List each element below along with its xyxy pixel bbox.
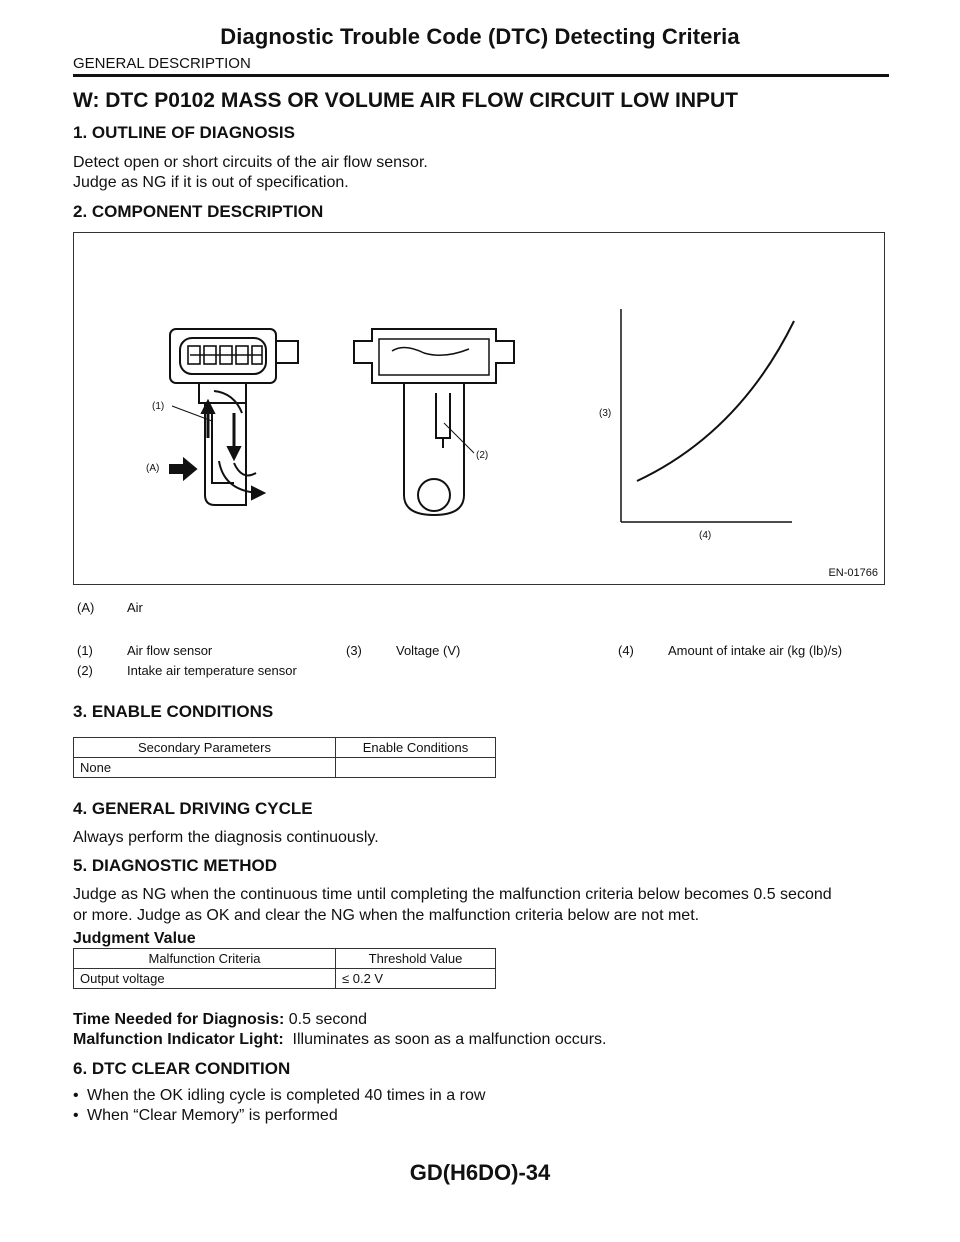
legend-text: Amount of intake air (kg (lb)/s) xyxy=(668,643,843,658)
air-arrow-icon xyxy=(170,459,196,479)
legend-key: (4) xyxy=(618,643,634,658)
driving-cycle-heading: 4. GENERAL DRIVING CYCLE xyxy=(73,799,313,818)
enable-heading: 3. ENABLE CONDITIONS xyxy=(73,702,274,721)
table-header-row xyxy=(74,738,496,758)
outline-line-2: Judge as NG if it is out of specification. xyxy=(73,174,349,191)
time-needed-line xyxy=(73,1009,903,1030)
method-heading: 5. DIAGNOSTIC METHOD xyxy=(73,856,278,875)
judgment-value-table xyxy=(73,948,496,989)
time-needed-value: 0.5 second xyxy=(288,1011,368,1028)
clear-heading: 6. DTC CLEAR CONDITION xyxy=(73,1059,291,1078)
main-heading: W: DTC P0102 MASS OR VOLUME AIR FLOW CIRCUIT LOW INPUT xyxy=(73,89,739,112)
mil-value: Illuminates as soon as a malfunction occurs. xyxy=(292,1031,607,1048)
table-cell xyxy=(336,758,496,778)
mil-label: Malfunction Indicator Light: xyxy=(73,1031,284,1048)
table-cell: Output voltage xyxy=(74,969,336,989)
figure-code: EN-01766 xyxy=(828,567,878,579)
voltage-curve xyxy=(637,321,794,481)
table-header: Malfunction Criteria xyxy=(74,949,336,969)
table-cell: ≤ 0.2 V xyxy=(336,969,496,989)
bullet-icon: • xyxy=(73,1107,79,1124)
legend-text: Intake air temperature sensor xyxy=(127,663,297,678)
enable-conditions-table xyxy=(73,737,496,778)
mil-line xyxy=(73,1029,903,1050)
component-heading: 2. COMPONENT DESCRIPTION xyxy=(73,202,324,221)
list-item-text: When the OK idling cycle is completed 40 times in a row xyxy=(87,1087,486,1104)
legend-key: (3) xyxy=(346,643,362,658)
outline-heading: 1. OUTLINE OF DIAGNOSIS xyxy=(73,123,295,142)
callout-2: (2) xyxy=(476,450,489,461)
list-item xyxy=(73,1107,338,1125)
voltage-curve-graph xyxy=(621,309,794,522)
sensor-illustration xyxy=(74,233,886,586)
legend-key: (A) xyxy=(77,600,95,615)
driving-cycle-text: Always perform the diagnosis continuously. xyxy=(73,829,379,846)
legend-key: (1) xyxy=(77,643,93,658)
section-label: GENERAL DESCRIPTION xyxy=(73,55,251,72)
outline-line-1: Detect open or short circuits of the air flow sensor. xyxy=(73,154,428,171)
method-line-2: or more. Judge as OK and clear the NG when the malfunction criteria below are not met. xyxy=(73,907,700,924)
method-line-1: Judge as NG when the continuous time until completing the malfunction criteria below becomes 0.5 second xyxy=(73,886,832,903)
page-number: GD(H6DO)-34 xyxy=(409,1160,551,1185)
callout-3: (3) xyxy=(599,408,612,419)
page-title: Diagnostic Trouble Code (DTC) Detecting Criteria xyxy=(220,24,740,49)
table-header: Threshold Value xyxy=(336,949,496,969)
bullet-icon: • xyxy=(73,1087,79,1104)
table-header: Enable Conditions xyxy=(336,738,496,758)
time-needed-label: Time Needed for Diagnosis: xyxy=(73,1011,285,1028)
table-header: Secondary Parameters xyxy=(74,738,336,758)
legend-text: Air xyxy=(127,600,143,615)
table-row xyxy=(74,969,496,989)
table-row xyxy=(74,758,496,778)
component-figure xyxy=(73,232,885,585)
legend-text: Voltage (V) xyxy=(396,643,461,658)
header-rule xyxy=(73,74,889,77)
legend-key: (2) xyxy=(77,663,93,678)
list-item xyxy=(73,1087,485,1105)
callout-1: (1) xyxy=(152,401,165,412)
table-header-row xyxy=(74,949,496,969)
table-cell: None xyxy=(74,758,336,778)
sensor-side-probe xyxy=(404,383,464,515)
legend-text: Air flow sensor xyxy=(127,643,213,658)
judgment-value-label: Judgment Value xyxy=(73,930,196,947)
callout-4: (4) xyxy=(699,530,712,541)
callout-a: (A) xyxy=(146,463,160,474)
list-item-text: When “Clear Memory” is performed xyxy=(87,1107,338,1124)
